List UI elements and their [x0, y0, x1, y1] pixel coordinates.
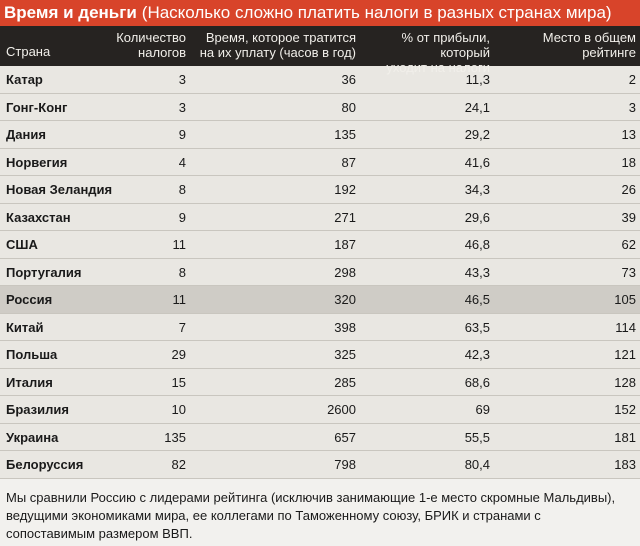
cell-time: 320 [334, 292, 356, 307]
header-tax-count-line1: Количество [116, 30, 186, 45]
cell-country: Казахстан [6, 209, 71, 225]
cell-rank: 152 [614, 402, 636, 417]
cell-rank: 62 [621, 237, 636, 252]
cell-rank: 26 [621, 182, 636, 197]
cell-tax-count: 11 [172, 292, 186, 307]
cell-profit-percent: 34,3 [464, 182, 490, 197]
header-time-line2: на их уплату (часов в год) [199, 45, 356, 60]
cell-tax-count: 3 [178, 72, 186, 87]
cell-rank: 2 [628, 72, 636, 87]
cell-country: Италия [6, 374, 53, 390]
table-row [0, 424, 640, 452]
cell-rank: 3 [628, 99, 636, 115]
table-row [0, 451, 640, 479]
cell-profit-percent: 69 [475, 402, 490, 417]
table-row [0, 396, 640, 424]
cell-profit-percent: 42,3 [464, 347, 490, 362]
cell-country: Россия [6, 292, 53, 307]
cell-rank: 39 [621, 209, 636, 225]
cell-time: 285 [334, 374, 356, 390]
header-rank-line1: Место в общем [542, 30, 636, 45]
cell-time: 36 [341, 72, 356, 87]
cell-profit-percent: 68,6 [464, 374, 490, 390]
cell-time: 657 [334, 429, 356, 445]
title-subtitle: (Насколько сложно платить налоги в разных странах мира) [141, 3, 612, 22]
cell-time: 798 [334, 457, 356, 472]
cell-tax-count: 29 [171, 347, 186, 362]
cell-country: Новая Зеландия [6, 182, 113, 197]
cell-rank: 114 [615, 319, 636, 335]
table-row [0, 314, 640, 342]
table-row [0, 176, 640, 204]
cell-tax-count: 8 [178, 182, 186, 197]
cell-country: США [6, 237, 38, 252]
cell-time: 271 [334, 209, 356, 225]
table-header [0, 26, 640, 75]
header-country: Страна [6, 44, 51, 59]
cell-time: 398 [334, 319, 356, 335]
header-rank [522, 30, 636, 60]
cell-profit-percent: 46,5 [464, 292, 490, 307]
cell-profit-percent: 46,8 [464, 237, 490, 252]
cell-tax-count: 15 [171, 374, 186, 390]
cell-time: 325 [334, 347, 356, 362]
header-profit-percent-line2: уходит на налоги [386, 60, 490, 75]
cell-time: 87 [341, 154, 356, 170]
cell-time: 192 [334, 182, 356, 197]
cell-country: Украина [6, 429, 59, 445]
cell-tax-count: 7 [178, 319, 186, 335]
table-row [0, 121, 640, 149]
cell-time: 187 [334, 237, 356, 252]
table-row [0, 259, 640, 287]
table-title [0, 0, 640, 26]
cell-profit-percent: 29,6 [464, 209, 490, 225]
table-row [0, 66, 640, 94]
title-main: Время и деньги [4, 3, 137, 22]
cell-country: Катар [6, 72, 43, 87]
cell-profit-percent: 63,5 [464, 319, 490, 335]
cell-country: Португалия [6, 264, 82, 280]
cell-country: Польша [6, 347, 58, 362]
cell-country: Китай [6, 319, 44, 335]
table-row [0, 94, 640, 122]
cell-rank: 121 [614, 347, 636, 362]
header-rank-line2: рейтинге [582, 45, 636, 60]
cell-rank: 128 [614, 374, 636, 390]
header-tax-count [88, 30, 186, 60]
header-time-line1: Время, которое тратится [205, 30, 356, 45]
header-time [190, 30, 356, 60]
cell-tax-count: 135 [164, 429, 186, 445]
table-row [0, 204, 640, 232]
cell-tax-count: 82 [171, 457, 186, 472]
cell-profit-percent: 29,2 [464, 127, 490, 142]
cell-rank: 13 [621, 127, 636, 142]
table-body [0, 66, 640, 479]
header-profit-percent-line1: % от прибыли, который [401, 30, 490, 60]
cell-rank: 73 [621, 264, 636, 280]
cell-time: 2600 [327, 402, 356, 417]
header-tax-count-line2: налогов [138, 45, 186, 60]
cell-time: 135 [334, 127, 356, 142]
table-row-highlighted [0, 286, 640, 314]
cell-tax-count: 9 [178, 127, 186, 142]
table-row [0, 341, 640, 369]
footnote: Мы сравнили Россию с лидерами рейтинга (исключив занимающие 1-е место скромные Мальдивы), ведущими экономиками мира, ее коллегами по Таможенному союзу, БРИК и странами с сопоставимым размером ВВП. [0, 479, 640, 546]
cell-rank: 105 [614, 292, 636, 307]
cell-country: Бразилия [6, 402, 69, 417]
cell-time: 298 [334, 264, 356, 280]
cell-tax-count: 8 [178, 264, 186, 280]
cell-tax-count: 3 [178, 99, 186, 115]
table-row [0, 369, 640, 397]
cell-rank: 183 [614, 457, 636, 472]
table-row [0, 231, 640, 259]
cell-tax-count: 11 [172, 237, 186, 252]
cell-profit-percent: 55,5 [464, 429, 490, 445]
cell-country: Гонг-Конг [6, 99, 68, 115]
cell-country: Дания [6, 127, 46, 142]
cell-country: Белоруссия [6, 457, 84, 472]
cell-rank: 18 [621, 154, 636, 170]
table-row [0, 149, 640, 177]
cell-profit-percent: 11,3 [465, 72, 490, 87]
cell-tax-count: 9 [178, 209, 186, 225]
cell-tax-count: 10 [171, 402, 186, 417]
cell-profit-percent: 43,3 [464, 264, 490, 280]
cell-time: 80 [341, 99, 356, 115]
cell-tax-count: 4 [178, 154, 186, 170]
cell-country: Норвегия [6, 154, 68, 170]
cell-profit-percent: 41,6 [464, 154, 490, 170]
cell-rank: 181 [614, 429, 636, 445]
cell-profit-percent: 80,4 [464, 457, 490, 472]
cell-profit-percent: 24,1 [464, 99, 490, 115]
